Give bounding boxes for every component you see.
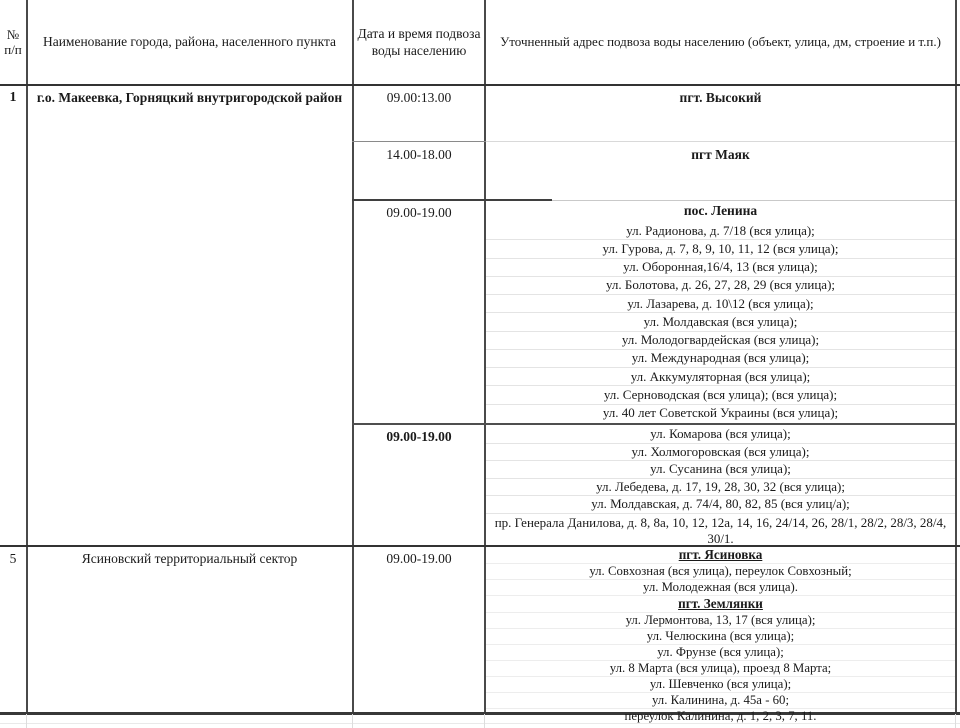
row-divider	[352, 141, 486, 142]
street-line: пр. Генерала Данилова, д. 8, 8а, 10, 12, 12а, 14, 16, 24/14, 26, 28/1, 28/2, 28/3, 28/4, 30/1.	[486, 513, 955, 548]
street-line: ул. Международная (вся улица);	[486, 349, 955, 367]
street-line: ул. 8 Марта (вся улица), проезд 8 Марта;	[486, 660, 955, 676]
street-line: ул. Молдавская, д. 74/4, 80, 82, 85 (вся улиц/а);	[486, 495, 955, 513]
row1-place-vysokiy: пгт. Высокий	[679, 90, 762, 105]
row1-second-address-list	[486, 425, 955, 544]
street-line: ул. 40 лет Советской Украины (вся улица);	[486, 404, 955, 422]
row1-time-block-b: 14.00-18.00	[386, 147, 452, 162]
street-line: ул. Радионова, д. 7/18 (вся улица);	[626, 222, 815, 238]
row5-number: 5	[9, 551, 17, 566]
street-line: ул. Калинина, д. 45а - 60;	[486, 692, 955, 708]
row1-place-mayak: пгт Маяк	[691, 147, 750, 162]
row5-address-list	[486, 547, 955, 723]
street-line: ул. Челюскина (вся улица);	[486, 628, 955, 644]
column-divider	[955, 0, 957, 714]
row1-lenina-address-list	[486, 201, 955, 422]
street-line: ул. Лазарева, д. 10\12 (вся улица);	[486, 294, 955, 312]
street-line: ул. Сусанина (вся улица);	[486, 460, 955, 478]
row5-time: 09.00-19.00	[386, 551, 452, 566]
row5-locality: Ясиновский территориальный сектор	[81, 551, 298, 566]
street-line: ул. Шевченко (вся улица);	[486, 676, 955, 692]
place-title-zemlyanki: пгт. Землянки	[486, 595, 955, 612]
street-line: ул. Болотова, д. 26, 27, 28, 29 (вся улица);	[486, 276, 955, 294]
column-header-locality: Наименование города, района, населенного пункта	[42, 34, 337, 49]
street-line: ул. Лермонтова, 13, 17 (вся улица);	[486, 612, 955, 628]
street-line: ул. Аккумуляторная (вся улица);	[486, 367, 955, 385]
street-line: ул. Совхозная (вся улица), переулок Совхозный;	[486, 563, 955, 579]
column-header-number: № п/п	[4, 27, 22, 57]
street-line: ул. Молдавская (вся улица);	[486, 312, 955, 330]
row1-time-block-c: 09.00-19.00	[386, 205, 452, 220]
row1-number: 1	[9, 90, 17, 105]
street-line: ул. Молодежная (вся улица).	[486, 579, 955, 595]
street-line: ул. Лебедева, д. 17, 19, 28, 30, 32 (вся улица);	[486, 478, 955, 496]
column-header-address: Уточненный адрес подвоза воды населению (объект, улица, дм, строение и т.п.)	[500, 34, 941, 49]
column-header-datetime: Дата и время подвоза воды населению	[357, 26, 481, 58]
row-divider	[486, 141, 955, 142]
street-line: ул. Серноводская (вся улица); (вся улица);	[486, 385, 955, 403]
place-title-yasinovka: пгт. Ясиновка	[678, 547, 763, 562]
street-line: переулок Калинина, д. 1, 2, 3, 7, 11.	[486, 708, 955, 724]
faint-column-divider	[955, 714, 956, 728]
faint-column-divider	[352, 714, 353, 728]
row1-locality: г.о. Макеевка, Горняцкий внутригородской район	[36, 90, 343, 105]
street-line: ул. Комарова (вся улица);	[650, 425, 791, 441]
street-line: ул. Оборонная,16/4, 13 (вся улица);	[486, 258, 955, 276]
street-line: ул. Молодогвардейская (вся улица);	[486, 331, 955, 349]
street-line: ул. Холмогоровская (вся улица);	[486, 443, 955, 461]
row1-time-block-d: 09.00-19.00	[386, 429, 452, 444]
place-title: пос. Ленина	[683, 203, 758, 218]
faint-column-divider	[484, 714, 485, 728]
faint-column-divider	[26, 714, 27, 728]
street-line: ул. Фрунзе (вся улица);	[486, 644, 955, 660]
row1-time-block-a: 09.00:13.00	[386, 90, 452, 105]
street-line: ул. Гурова, д. 7, 8, 9, 10, 11, 12 (вся улица);	[486, 239, 955, 257]
